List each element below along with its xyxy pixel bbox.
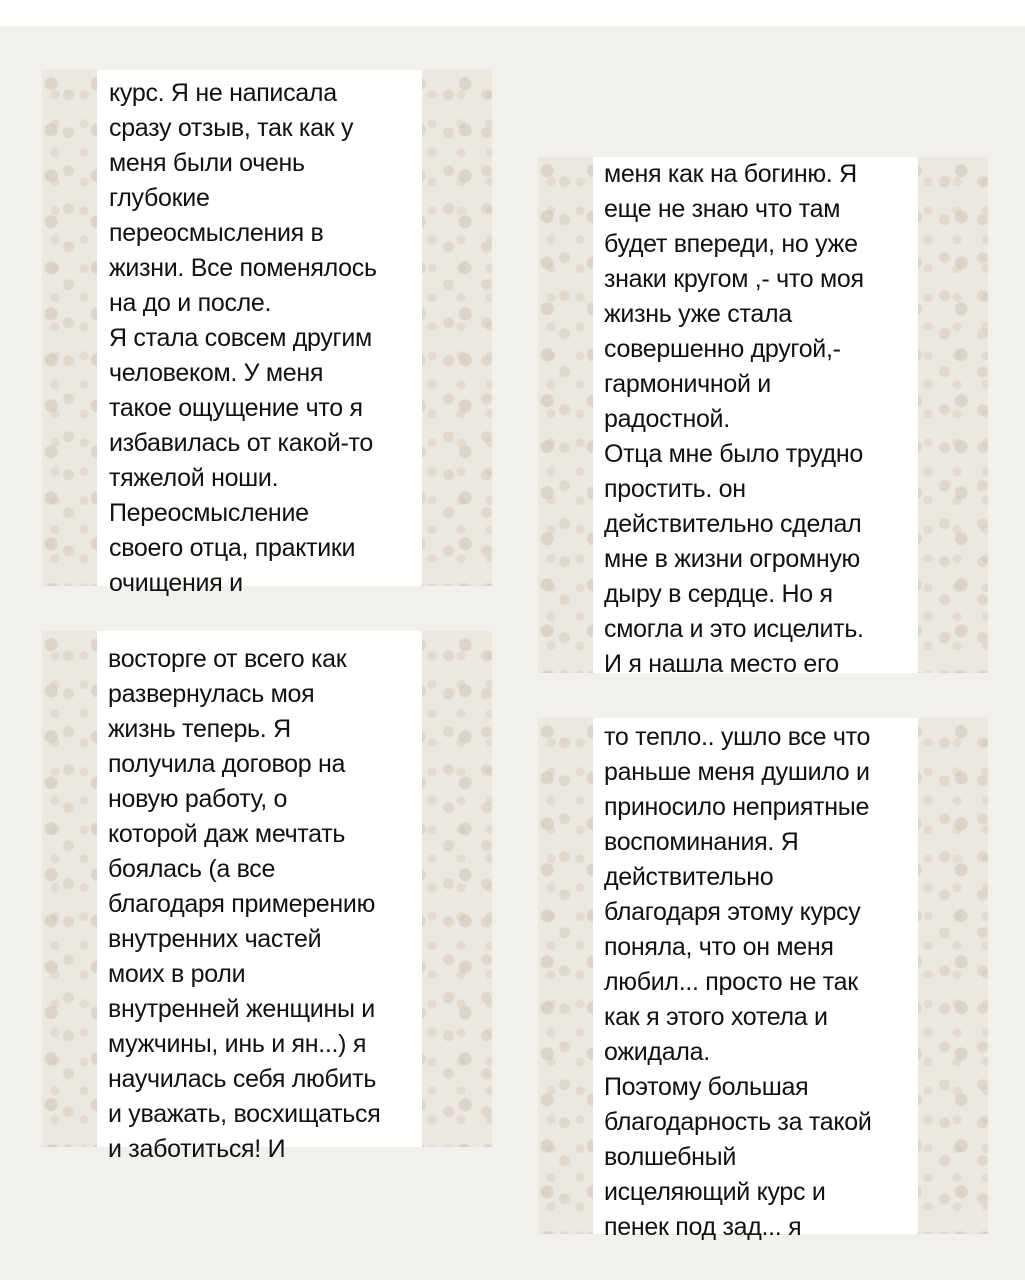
text-line: избавилась от какой-то <box>109 429 374 457</box>
text-line: Переосмысление <box>109 499 309 527</box>
message-text-1 <box>97 70 422 601</box>
text-line: человеком. У меня <box>109 359 324 387</box>
chat-screenshot-2 <box>538 157 988 678</box>
text-line: радостной. <box>604 405 730 433</box>
text-line: жизни. Все поменялось <box>109 254 377 282</box>
text-line: Я стала совсем другим <box>109 324 372 352</box>
text-line: развернулась моя <box>108 680 315 708</box>
chat-screenshot-1 <box>42 70 492 597</box>
text-line: И я нашла место его <box>604 650 839 678</box>
message-bubble-4 <box>593 718 918 1241</box>
text-line: жизнь теперь. Я <box>108 715 291 743</box>
text-line: меня были очень <box>109 149 305 177</box>
text-line: которой даж мечтать <box>108 820 346 848</box>
chat-screenshot-3 <box>42 631 492 1163</box>
text-line: и уважать, восхищаться <box>108 1100 381 1128</box>
text-line: дыру в сердце. Но я <box>604 580 833 608</box>
text-line: глубокие <box>109 184 210 212</box>
text-line: раньше меня душило и <box>604 758 870 786</box>
text-line: любил... просто не так <box>604 968 858 996</box>
text-line: простить. он <box>604 475 746 503</box>
text-line: сразу отзыв, так как у <box>109 114 354 142</box>
message-bubble-3 <box>97 631 422 1163</box>
text-line: ожидала. <box>604 1038 710 1066</box>
text-line: своего отца, практики <box>109 534 356 562</box>
text-line: Поэтому большая <box>604 1073 809 1101</box>
text-line: меня как на богиню. Я <box>604 160 857 188</box>
text-line: научилась себя любить <box>108 1065 377 1093</box>
text-line: знаки кругом ,- что моя <box>604 265 864 293</box>
text-line: тяжелой ноши. <box>109 464 279 492</box>
message-bubble-2 <box>593 157 918 678</box>
text-line: воспоминания. Я <box>604 828 799 856</box>
text-line: совершенно другой,- <box>604 335 841 363</box>
text-line: такое ощущение что я <box>109 394 363 422</box>
text-line: гармоничной и <box>604 370 771 398</box>
text-line: благодаря этому курсу <box>604 898 861 926</box>
text-line: восторге от всего как <box>108 645 347 673</box>
text-line: волшебный <box>604 1143 736 1171</box>
message-text-2 <box>593 157 918 682</box>
text-line: еще не знаю что там <box>604 195 841 223</box>
text-line: моих в роли <box>108 960 246 988</box>
text-line: приносило неприятные <box>604 793 870 821</box>
text-line: то тепло.. ушло все что <box>604 723 871 751</box>
text-line: новую работу, о <box>108 785 288 813</box>
text-line: на до и после. <box>109 289 272 317</box>
collage-background <box>0 26 1025 1280</box>
text-line: мужчины, инь и ян...) я <box>108 1030 367 1058</box>
message-text-3 <box>97 631 422 1167</box>
text-line: жизнь уже стала <box>604 300 792 328</box>
text-line: смогла и это исцелить. <box>604 615 864 643</box>
text-line-cut: и заботиться! И <box>108 1135 286 1163</box>
text-line: мне в жизни огромную <box>604 545 861 573</box>
text-line: пенек под зад... я <box>604 1213 802 1241</box>
text-line: как я этого хотела и <box>604 1003 828 1031</box>
message-text-4 <box>593 718 918 1245</box>
text-line: благодаря примерению <box>108 890 376 918</box>
message-bubble-1 <box>97 70 422 597</box>
chat-screenshot-4 <box>538 718 988 1241</box>
text-line-cut: очищения и <box>109 569 243 597</box>
text-line: благодарность за такой <box>604 1108 872 1136</box>
text-line: внутренней женщины и <box>108 995 375 1023</box>
text-line: получила договор на <box>108 750 346 778</box>
text-line: будет впереди, но уже <box>604 230 858 258</box>
text-line: внутренних частей <box>108 925 322 953</box>
text-line: исцеляющий курс и <box>604 1178 826 1206</box>
text-line: Отца мне было трудно <box>604 440 863 468</box>
text-line: боялась (а все <box>108 855 276 883</box>
text-line: действительно <box>604 863 774 891</box>
text-line: поняла, что он меня <box>604 933 834 961</box>
text-line: действительно сделал <box>604 510 862 538</box>
text-line: переосмысления в <box>109 219 324 247</box>
text-line: курс. Я не написала <box>109 79 337 107</box>
